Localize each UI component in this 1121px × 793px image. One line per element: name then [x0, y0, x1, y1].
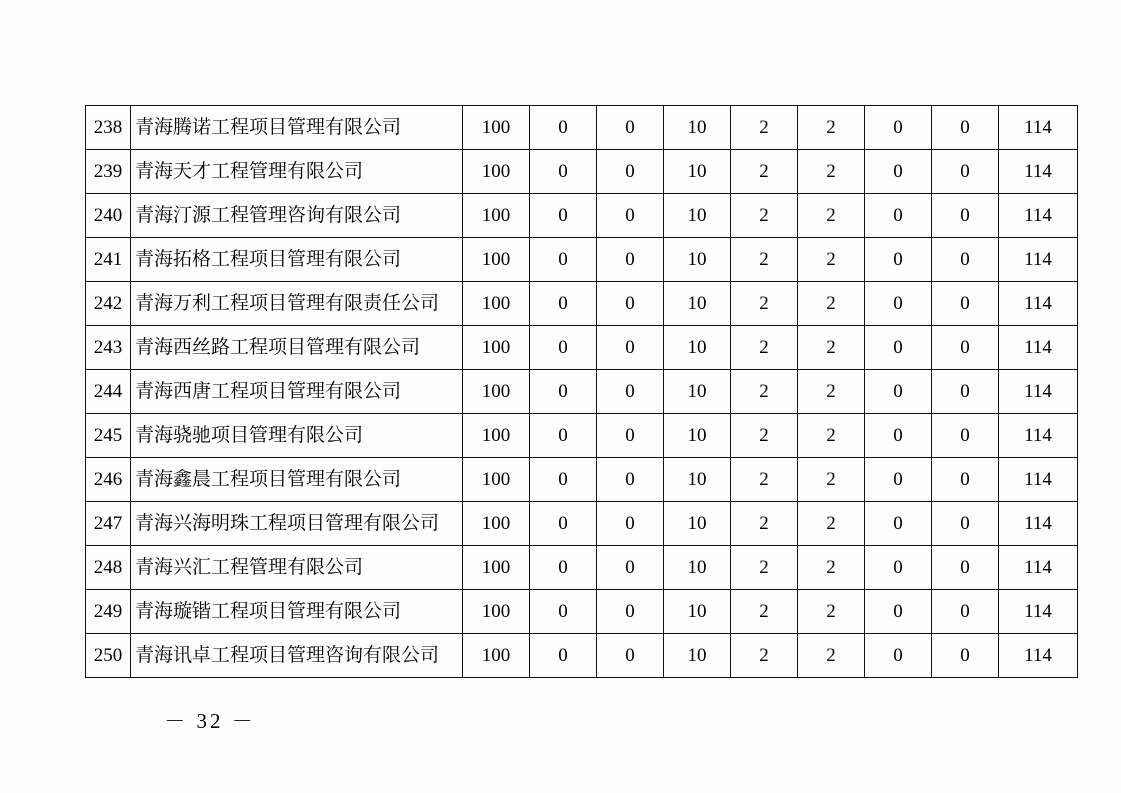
score-total: 114 — [999, 150, 1078, 194]
score-c5: 2 — [731, 238, 798, 282]
score-c1: 100 — [463, 590, 530, 634]
score-c4: 10 — [664, 106, 731, 150]
score-total: 114 — [999, 194, 1078, 238]
score-c8: 0 — [932, 634, 999, 678]
table-row — [86, 502, 1078, 546]
table-row — [86, 150, 1078, 194]
score-c5: 2 — [731, 634, 798, 678]
score-c5: 2 — [731, 502, 798, 546]
score-c5: 2 — [731, 414, 798, 458]
score-c3: 0 — [597, 106, 664, 150]
score-c4: 10 — [664, 458, 731, 502]
score-c4: 10 — [664, 502, 731, 546]
company-name: 青海鑫晨工程项目管理有限公司 — [131, 458, 463, 502]
score-c5: 2 — [731, 546, 798, 590]
row-index: 247 — [86, 502, 131, 546]
score-c4: 10 — [664, 370, 731, 414]
table-row — [86, 238, 1078, 282]
company-name: 青海讯卓工程项目管理咨询有限公司 — [131, 634, 463, 678]
score-c6: 2 — [798, 194, 865, 238]
score-c8: 0 — [932, 502, 999, 546]
score-c2: 0 — [530, 370, 597, 414]
score-c3: 0 — [597, 282, 664, 326]
score-total: 114 — [999, 414, 1078, 458]
score-c7: 0 — [865, 414, 932, 458]
score-c6: 2 — [798, 238, 865, 282]
score-c3: 0 — [597, 414, 664, 458]
score-c6: 2 — [798, 106, 865, 150]
company-name: 青海汀源工程管理咨询有限公司 — [131, 194, 463, 238]
score-c1: 100 — [463, 634, 530, 678]
score-c1: 100 — [463, 326, 530, 370]
score-c7: 0 — [865, 590, 932, 634]
score-total: 114 — [999, 106, 1078, 150]
score-c1: 100 — [463, 370, 530, 414]
row-index: 243 — [86, 326, 131, 370]
score-c5: 2 — [731, 458, 798, 502]
row-index: 241 — [86, 238, 131, 282]
score-c8: 0 — [932, 590, 999, 634]
score-c7: 0 — [865, 370, 932, 414]
score-c4: 10 — [664, 546, 731, 590]
score-c6: 2 — [798, 414, 865, 458]
score-c8: 0 — [932, 326, 999, 370]
score-c7: 0 — [865, 106, 932, 150]
score-c4: 10 — [664, 238, 731, 282]
company-name: 青海腾诺工程项目管理有限公司 — [131, 106, 463, 150]
score-c2: 0 — [530, 282, 597, 326]
row-index: 248 — [86, 546, 131, 590]
score-c2: 0 — [530, 634, 597, 678]
score-c3: 0 — [597, 194, 664, 238]
company-name: 青海璇锴工程项目管理有限公司 — [131, 590, 463, 634]
table-row — [86, 106, 1078, 150]
row-index: 242 — [86, 282, 131, 326]
score-c7: 0 — [865, 634, 932, 678]
score-c7: 0 — [865, 326, 932, 370]
score-total: 114 — [999, 238, 1078, 282]
company-name: 青海兴汇工程管理有限公司 — [131, 546, 463, 590]
score-c1: 100 — [463, 150, 530, 194]
score-c3: 0 — [597, 370, 664, 414]
company-name: 青海拓格工程项目管理有限公司 — [131, 238, 463, 282]
score-c1: 100 — [463, 194, 530, 238]
score-c8: 0 — [932, 546, 999, 590]
score-c7: 0 — [865, 458, 932, 502]
company-name: 青海骁驰项目管理有限公司 — [131, 414, 463, 458]
score-c8: 0 — [932, 458, 999, 502]
score-c2: 0 — [530, 546, 597, 590]
table-row — [86, 590, 1078, 634]
company-name: 青海天才工程管理有限公司 — [131, 150, 463, 194]
score-c1: 100 — [463, 458, 530, 502]
score-c5: 2 — [731, 106, 798, 150]
score-c8: 0 — [932, 194, 999, 238]
score-total: 114 — [999, 502, 1078, 546]
score-total: 114 — [999, 370, 1078, 414]
score-c7: 0 — [865, 282, 932, 326]
score-c4: 10 — [664, 194, 731, 238]
score-total: 114 — [999, 282, 1078, 326]
score-c4: 10 — [664, 150, 731, 194]
table-row — [86, 414, 1078, 458]
row-index: 250 — [86, 634, 131, 678]
score-c6: 2 — [798, 546, 865, 590]
score-c1: 100 — [463, 546, 530, 590]
score-c6: 2 — [798, 326, 865, 370]
table-row — [86, 194, 1078, 238]
score-c4: 10 — [664, 326, 731, 370]
score-c6: 2 — [798, 590, 865, 634]
score-c1: 100 — [463, 414, 530, 458]
company-name: 青海兴海明珠工程项目管理有限公司 — [131, 502, 463, 546]
score-total: 114 — [999, 326, 1078, 370]
score-c4: 10 — [664, 282, 731, 326]
row-index: 244 — [86, 370, 131, 414]
company-name: 青海西丝路工程项目管理有限公司 — [131, 326, 463, 370]
page-number: － 32 － — [164, 709, 256, 733]
row-index: 239 — [86, 150, 131, 194]
score-c3: 0 — [597, 590, 664, 634]
row-index: 240 — [86, 194, 131, 238]
score-c1: 100 — [463, 238, 530, 282]
score-c2: 0 — [530, 590, 597, 634]
company-name: 青海西唐工程项目管理有限公司 — [131, 370, 463, 414]
scores-table-body — [86, 106, 1078, 678]
score-c8: 0 — [932, 150, 999, 194]
row-index: 246 — [86, 458, 131, 502]
score-c2: 0 — [530, 414, 597, 458]
score-c2: 0 — [530, 238, 597, 282]
score-c7: 0 — [865, 150, 932, 194]
table-row — [86, 370, 1078, 414]
table-row — [86, 546, 1078, 590]
score-c8: 0 — [932, 414, 999, 458]
score-c7: 0 — [865, 238, 932, 282]
score-c8: 0 — [932, 238, 999, 282]
score-c4: 10 — [664, 590, 731, 634]
score-c4: 10 — [664, 634, 731, 678]
score-c1: 100 — [463, 502, 530, 546]
row-index: 245 — [86, 414, 131, 458]
company-name: 青海万利工程项目管理有限责任公司 — [131, 282, 463, 326]
score-total: 114 — [999, 546, 1078, 590]
score-c5: 2 — [731, 326, 798, 370]
table-row — [86, 634, 1078, 678]
score-c3: 0 — [597, 502, 664, 546]
score-c1: 100 — [463, 106, 530, 150]
row-index: 249 — [86, 590, 131, 634]
score-c8: 0 — [932, 282, 999, 326]
score-c2: 0 — [530, 194, 597, 238]
score-c3: 0 — [597, 238, 664, 282]
score-c8: 0 — [932, 370, 999, 414]
score-c2: 0 — [530, 150, 597, 194]
score-total: 114 — [999, 634, 1078, 678]
score-c2: 0 — [530, 458, 597, 502]
score-c6: 2 — [798, 458, 865, 502]
score-c7: 0 — [865, 502, 932, 546]
score-c6: 2 — [798, 634, 865, 678]
score-c3: 0 — [597, 458, 664, 502]
score-c6: 2 — [798, 282, 865, 326]
score-c5: 2 — [731, 590, 798, 634]
score-c6: 2 — [798, 502, 865, 546]
score-c2: 0 — [530, 106, 597, 150]
score-c6: 2 — [798, 150, 865, 194]
score-c3: 0 — [597, 634, 664, 678]
score-c8: 0 — [932, 106, 999, 150]
score-total: 114 — [999, 590, 1078, 634]
score-total: 114 — [999, 458, 1078, 502]
score-c5: 2 — [731, 150, 798, 194]
score-c2: 0 — [530, 502, 597, 546]
score-c3: 0 — [597, 326, 664, 370]
score-c4: 10 — [664, 414, 731, 458]
table-row — [86, 458, 1078, 502]
score-c7: 0 — [865, 546, 932, 590]
score-c5: 2 — [731, 370, 798, 414]
score-c3: 0 — [597, 546, 664, 590]
score-c3: 0 — [597, 150, 664, 194]
scores-table — [85, 105, 1078, 678]
table-row — [86, 282, 1078, 326]
score-c5: 2 — [731, 194, 798, 238]
table-row — [86, 326, 1078, 370]
score-c7: 0 — [865, 194, 932, 238]
score-c1: 100 — [463, 282, 530, 326]
score-c2: 0 — [530, 326, 597, 370]
score-c6: 2 — [798, 370, 865, 414]
score-c5: 2 — [731, 282, 798, 326]
row-index: 238 — [86, 106, 131, 150]
